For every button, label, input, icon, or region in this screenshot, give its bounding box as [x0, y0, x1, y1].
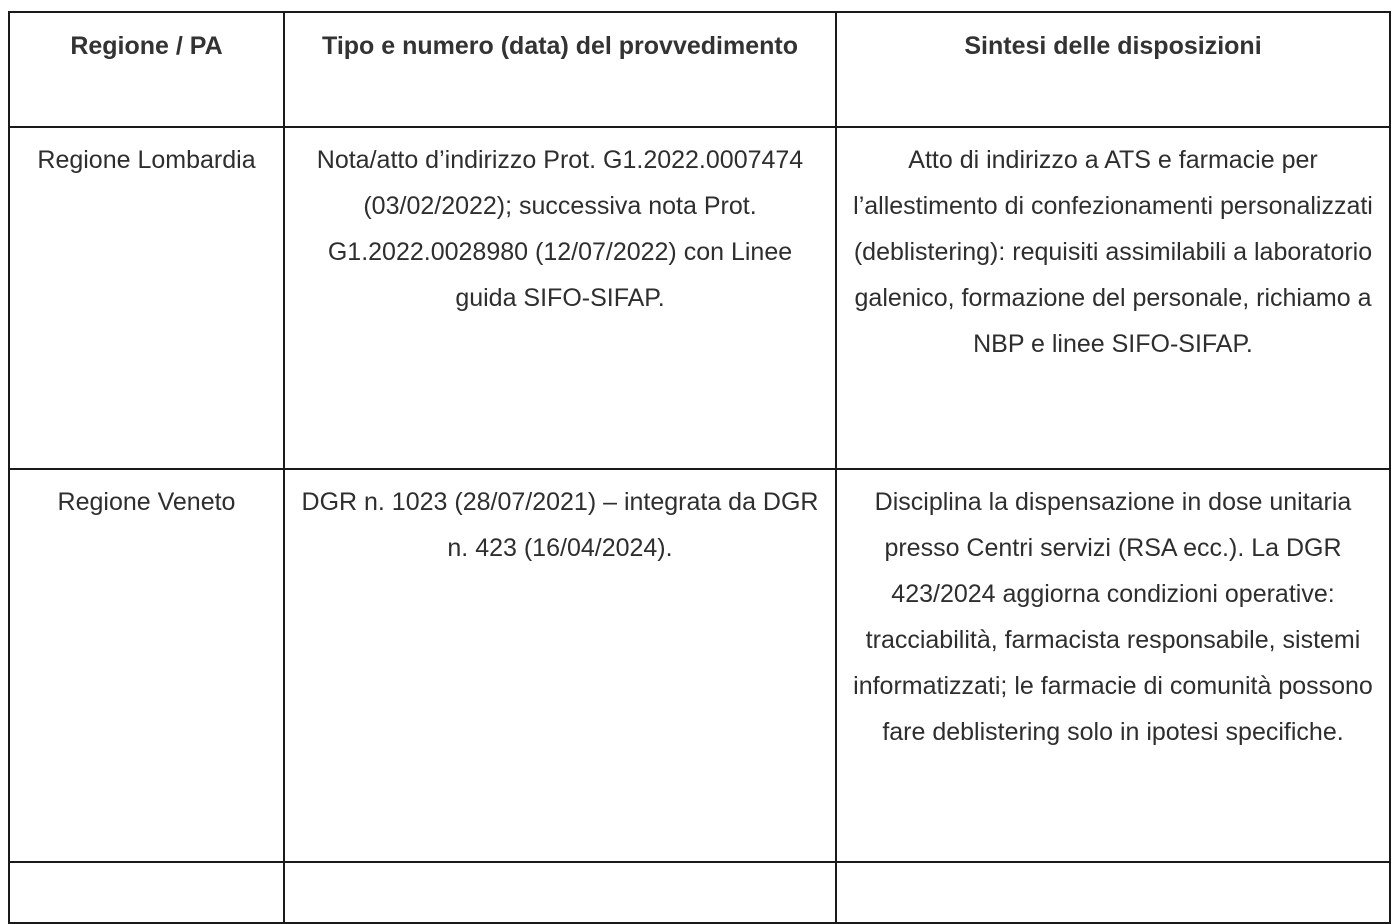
table-row — [9, 469, 1390, 862]
cell-empty — [284, 862, 836, 923]
cell-empty — [836, 862, 1390, 923]
cell-region: Regione Veneto — [9, 469, 284, 862]
regulations-table-container — [8, 11, 1391, 924]
header-region: Regione / PA — [9, 12, 284, 127]
cell-summary: Atto di indirizzo a ATS e farmacie per l’allestimento di confezionamenti personalizzati (deblistering): requisiti assimilabili a laboratorio galenico, formazione del personale, richiamo a NBP e linee SIFO-SIFAP. — [836, 127, 1390, 469]
cell-act: DGR n. 1023 (28/07/2021) – integrata da DGR n. 423 (16/04/2024). — [284, 469, 836, 862]
header-summary: Sintesi delle disposizioni — [836, 12, 1390, 127]
table-row — [9, 127, 1390, 469]
header-act: Tipo e numero (data) del provvedimento — [284, 12, 836, 127]
cell-region: Regione Lombardia — [9, 127, 284, 469]
regulations-table — [8, 11, 1391, 924]
cell-empty — [9, 862, 284, 923]
table-header-row — [9, 12, 1390, 127]
table-row-partial — [9, 862, 1390, 923]
cell-act: Nota/atto d’indirizzo Prot. G1.2022.0007474 (03/02/2022); successiva nota Prot. G1.2022.0028980 (12/07/2022) con Linee guida SIFO-SIFAP. — [284, 127, 836, 469]
cell-summary: Disciplina la dispensazione in dose unitaria presso Centri servizi (RSA ecc.). La DGR 423/2024 aggiorna condizioni operative: tracciabilità, farmacista responsabile, sistemi informatizzati; le farmacie di comunità possono fare deblistering solo in ipotesi specifiche. — [836, 469, 1390, 862]
